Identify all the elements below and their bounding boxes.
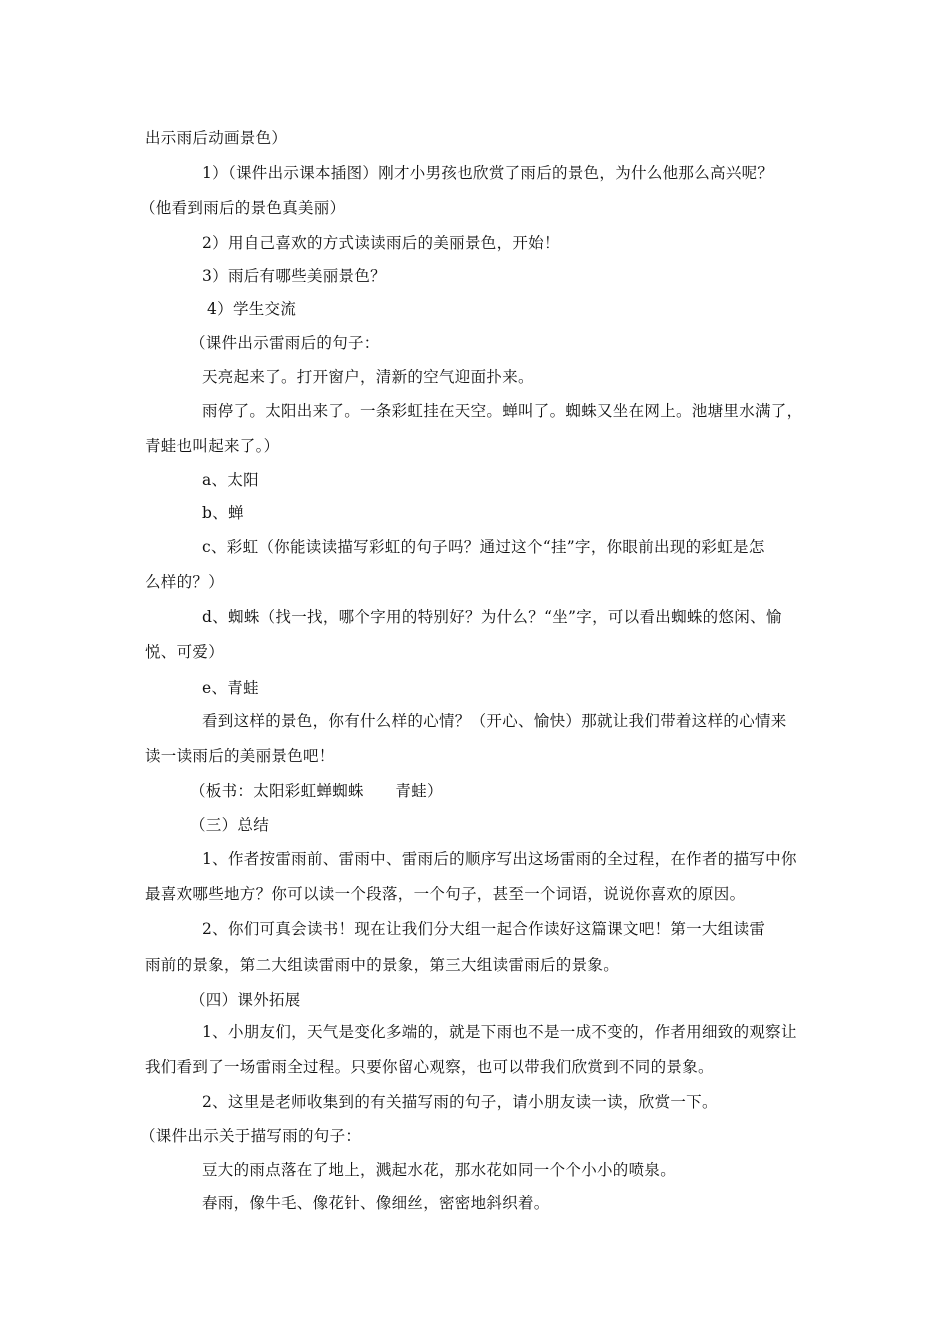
text-line-32: 春雨，像牛毛、像花针、像细丝，密密地斜织着。 [202,1194,550,1212]
text-line-1: 出示雨后动画景色） [145,129,288,147]
text-line-14: 么样的？） [145,573,225,591]
section-heading-summary: （三）总结 [190,816,270,834]
text-line-8: 天亮起来了。打开窗户，清新的空气迎面扑来。 [202,368,534,386]
text-line-10: 青蛙也叫起来了。） [145,437,280,455]
text-line-25: 雨前的景象，第二大组读雷雨中的景象，第三大组读雷雨后的景象。 [145,956,620,974]
text-line-15: d、蜘蛛（找一找，哪个字用的特别好？为什么？“坐”字，可以看出蜘蛛的悠闲、愉 [202,608,782,626]
text-line-27: 1、小朋友们，天气是变化多端的，就是下雨也不是一成不变的，作者用细致的观察让 [202,1023,797,1041]
text-line-3: （他看到雨后的景色真美丽） [140,199,346,217]
text-line-28: 我们看到了一场雷雨全过程。只要你留心观察，也可以带我们欣赏到不同的景象。 [145,1058,714,1076]
text-line-31: 豆大的雨点落在了地上，溅起水花，那水花如同一个个小小的喷泉。 [202,1161,677,1179]
text-line-29: 2、这里是老师收集到的有关描写雨的句子，请小朋友读一读，欣赏一下。 [202,1093,718,1111]
text-line-18: 看到这样的景色，你有什么样的心情？（开心、愉快）那就让我们带着这样的心情来 [202,712,787,730]
text-line-7: （课件出示雷雨后的句子： [190,334,380,352]
text-line-13: c、彩虹（你能读读描写彩虹的句子吗？通过这个“挂”字，你眼前出现的彩虹是怎 [202,538,765,556]
text-line-11: a、太阳 [202,471,259,489]
text-line-22: 1、作者按雷雨前、雷雨中、雷雨后的顺序写出这场雷雨的全过程，在作者的描写中你 [202,850,797,868]
text-line-24: 2、你们可真会读书！现在让我们分大组一起合作读好这篇课文吧！第一大组读雷 [202,920,766,938]
text-line-2: 1）（课件出示课本插图）刚才小男孩也欣赏了雨后的景色，为什么他那么高兴呢？ [202,164,774,182]
text-line-4: 2）用自己喜欢的方式读读雨后的美丽景色，开始！ [202,234,560,252]
text-line-16: 悦、可爱） [145,643,225,661]
text-line-12: b、蝉 [202,504,244,522]
text-line-5: 3）雨后有哪些美丽景色？ [202,267,386,285]
text-line-30: （课件出示关于描写雨的句子： [140,1127,362,1145]
text-line-19: 读一读雨后的美丽景色吧！ [145,747,335,765]
text-line-17: e、青蛙 [202,679,259,697]
text-line-9: 雨停了。太阳出来了。一条彩虹挂在天空。蝉叫了。蜘蛛又坐在网上。池塘里水满了， [202,402,803,420]
text-line-6: 4）学生交流 [207,300,297,318]
text-line-23: 最喜欢哪些地方？你可以读一个段落，一个句子，甚至一个词语，说说你喜欢的原因。 [145,885,746,903]
section-heading-extension: （四）课外拓展 [190,991,301,1009]
text-line-20: （板书：太阳彩虹蝉蜘蛛 青蛙） [190,782,443,800]
